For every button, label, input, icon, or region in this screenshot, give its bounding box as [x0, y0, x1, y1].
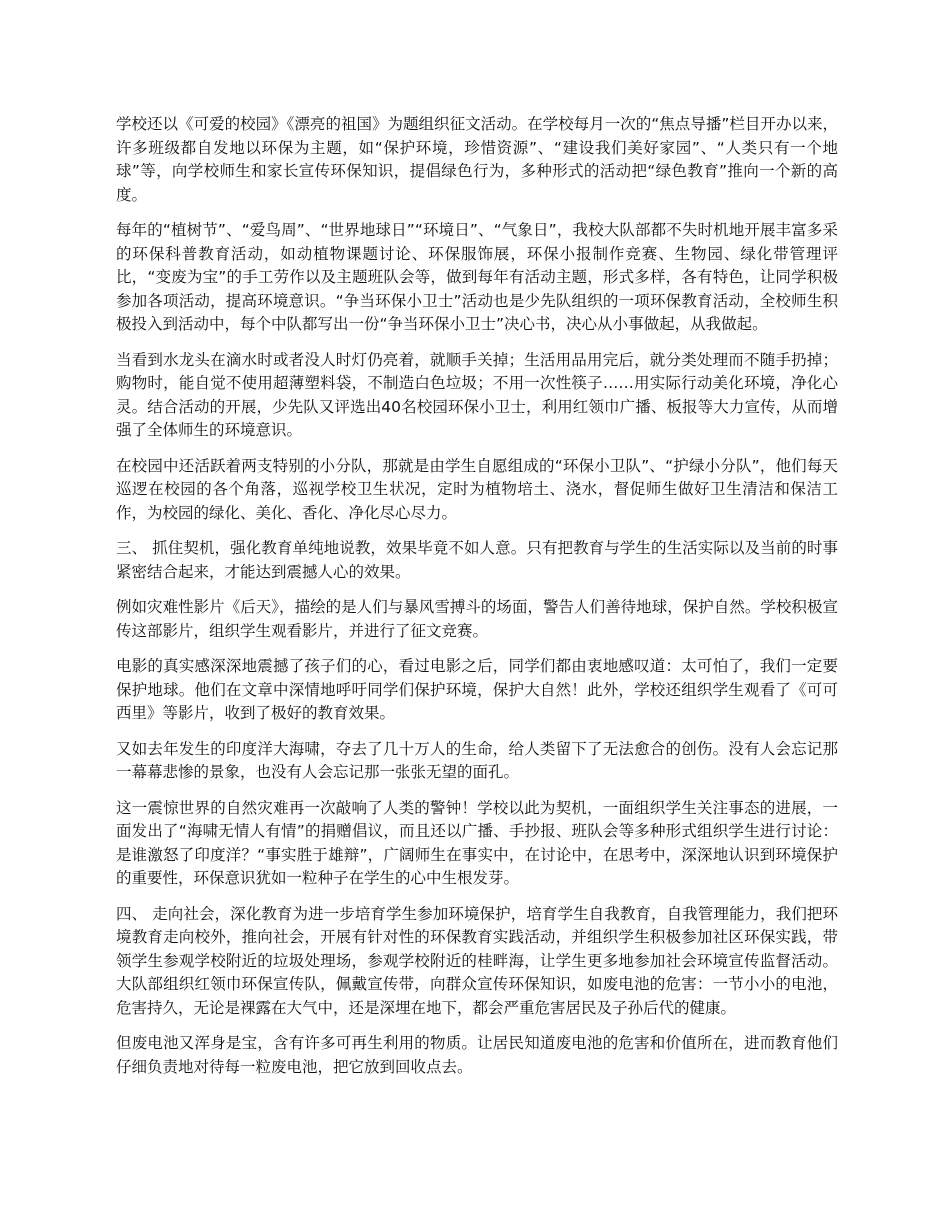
paragraph: 但废电池又浑身是宝，含有许多可再生利用的物质。让居民知道废电池的危害和价值所在，进而教育他们仔细负责地对待每一粒废电池，把它放到回收点去。 [116, 1034, 838, 1076]
paragraph: 在校园中还活跃着两支特别的小分队，那就是由学生自愿组成的“环保小卫队”、“护绿小分队”，他们每天巡逻在校园的各个角落，巡视学校卫生状况，定时为植物培土、浇水，督促师生做好卫生清洁和保洁工作，为校园的绿化、美化、香化、净化尽心尽力。 [116, 456, 838, 522]
paragraph: 又如去年发生的印度洋大海啸，夺去了几十万人的生命，给人类留下了无法愈合的创伤。没有人会忘记那一幕幕悲惨的景象，也没有人会忘记那一张张无望的面孔。 [116, 739, 838, 781]
section-heading-paragraph: 三、 抓住契机，强化教育单纯地说教，效果毕竟不如人意。只有把教育与学生的生活实际以及当前的时事紧密结合起来，才能达到震撼人心的效果。 [116, 539, 838, 581]
paragraph: 每年的“植树节”、“爱鸟周”、“世界地球日”“环境日”、“气象日”，我校大队部都不失时机地开展丰富多采的环保科普教育活动，如动植物课题讨论、环保服饰展，环保小报制作竞赛、生物园、绿化带管理评比，“变废为宝”的手工劳作以及主题班队会等，做到每年有活动主题，形式多样，各有特色，让同学积极参加各项活动，提高环境意识。“争当环保小卫士”活动也是少先队组织的一项环保教育活动，全校师生积极投入到活动中，每个中队都写出一份“争当环保小卫士”决心书，决心从小事做起，从我做起。 [116, 221, 838, 333]
paragraph: 学校还以《可爱的校园》《漂亮的祖国》为题组织征文活动。在学校每月一次的“焦点导播”栏目开办以来，许多班级都自发地以环保为主题，如“保护环境，珍惜资源”、“建设我们美好家园”、“人类只有一个地球”等，向学校师生和家长宣传环保知识，提倡绿色行为，多种形式的活动把“绿色教育”推向一个新的高度。 [116, 115, 838, 204]
paragraph: 电影的真实感深深地震撼了孩子们的心，看过电影之后，同学们都由衷地感叹道：太可怕了，我们一定要保护地球。他们在文章中深情地呼吁同学们保护环境，保护大自然！此外，学校还组织学生观看了《可可西里》等影片，收到了极好的教育效果。 [116, 657, 838, 722]
section-heading-paragraph: 四、 走向社会，深化教育为进一步培育学生参加环境保护，培育学生自我教育，自我管理能力，我们把环境教育走向校外，推向社会，开展有针对性的环保教育实践活动，并组织学生积极参加社区环保实践，带领学生参观学校附近的垃圾处理场，参观学校附近的桂畔海，让学生更多地参加社会环境宣传监督活动。大队部组织红领巾环保宣传队，佩戴宣传带，向群众宣传环保知识，如废电池的危害：一节小小的电池，危害持久，无论是裸露在大气中，还是深埋在地下，都会严重危害居民及子孙后代的健康。 [116, 904, 838, 1017]
paragraph: 这一震惊世界的自然灾难再一次敲响了人类的警钟！学校以此为契机，一面组织学生关注事态的进展，一面发出了“海啸无情人有情”的捐赠倡议，而且还以广播、手抄报、班队会等多种形式组织学生进行讨论：是谁激怒了印度洋？“事实胜于雄辩”，广阔师生在事实中，在讨论中，在思考中，深深地认识到环境保护的重要性，环保意识犹如一粒种子在学生的心中生根发芽。 [116, 798, 838, 887]
paragraph: 例如灾难性影片《后天》，描绘的是人们与暴风雪搏斗的场面，警告人们善待地球，保护自然。学校积极宣传这部影片，组织学生观看影片，并进行了征文竞赛。 [116, 598, 838, 640]
paragraph: 当看到水龙头在滴水时或者没人时灯仍亮着，就顺手关掉；生活用品用完后，就分类处理而不随手扔掉；购物时，能自觉不使用超薄塑料袋，不制造白色垃圾；不用一次性筷子……用实际行动美化环境，净化心灵。结合活动的开展，少先队又评选出40名校园环保小卫士，利用红领巾广播、板报等大力宣传，从而增强了全体师生的环境意识。 [116, 350, 838, 439]
document-body [116, 113, 838, 1091]
